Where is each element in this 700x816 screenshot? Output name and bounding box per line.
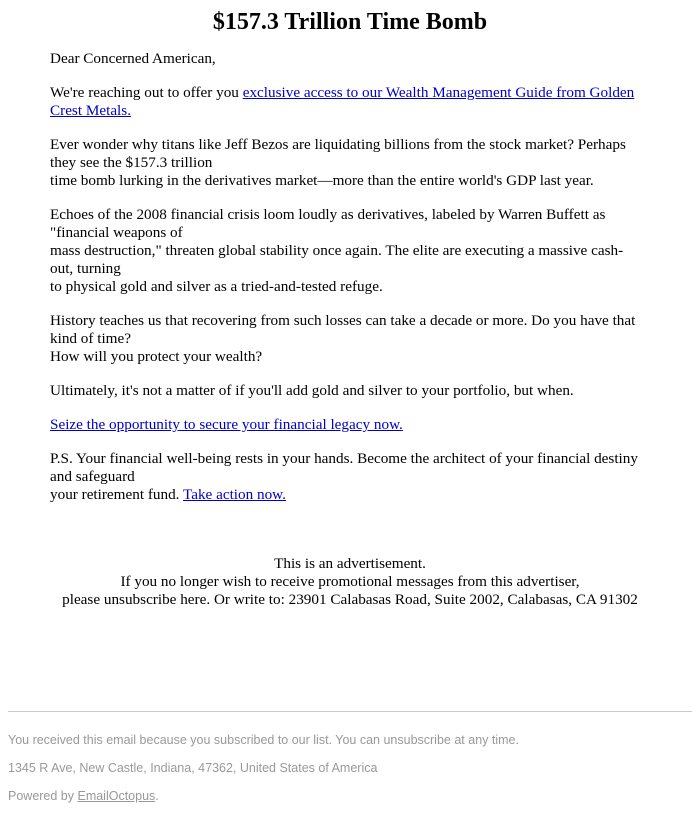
bezos-paragraph [50,136,640,190]
bezos-line-2: time bomb lurking in the derivatives market—more than the entire world's GDP last year. [50,172,594,189]
cta-paragraph [50,416,640,434]
history-paragraph [50,312,640,366]
emailoctopus-link[interactable]: EmailOctopus [77,789,156,803]
ps-paragraph [50,450,640,504]
history-line-1: History teaches us that recovering from such losses can take a decade or more. Do you have that kind of time? [50,312,636,347]
advertisement-footer [50,555,650,609]
ps-line-1: P.S. Your financial well-being rests in your hands. Become the architect of your financial destiny and safeguard [50,450,638,485]
greeting: Dear Concerned American, [50,50,216,67]
wealth-guide-link[interactable]: exclusive access to our Wealth Management Guide from Golden Crest Metals. [50,84,635,119]
buffett-line-3: to physical gold and silver as a tried-and-tested refuge. [50,278,383,295]
sender-address: 1345 R Ave, New Castle, Indiana, 47362, United States of America [8,761,378,775]
powered-by-prefix: Powered by [8,789,78,803]
powered-by [8,788,159,804]
ultimately-paragraph: Ultimately, it's not a matter of if you'll add gold and silver to your portfolio, but when. [50,382,574,399]
take-action-link[interactable]: Take action now. [183,486,286,503]
intro-text: We're reaching out to offer you [50,84,243,101]
email-body [50,50,640,520]
intro-paragraph [50,84,640,120]
subscription-notice: You received this email because you subscribed to our list. You can unsubscribe at any time. [8,733,519,747]
buffett-line-2: mass destruction," threaten global stability once again. The elite are executing a massive cash-out, turning [50,242,624,277]
ad-unsubscribe-line: If you no longer wish to receive promotional messages from this advertiser, [120,573,580,590]
ad-address: please unsubscribe here. Or write to: 23901 Calabasas Road, Suite 2002, Calabasas, CA 91302 [62,591,638,608]
email-title: $157.3 Trillion Time Bomb [212,9,488,35]
buffett-line-1: Echoes of the 2008 financial crisis loom loudly as derivatives, labeled by Warren Buffett as "financial weapons of [50,206,606,241]
footer-divider [8,711,692,712]
ps-line-2: your retirement fund. [50,486,183,503]
ad-notice: This is an advertisement. [274,555,426,572]
history-line-2: How will you protect your wealth? [50,348,263,365]
buffett-paragraph [50,206,640,296]
seize-opportunity-link[interactable]: Seize the opportunity to secure your financial legacy now. [50,416,403,433]
powered-by-suffix: . [155,789,159,803]
bezos-line-1: Ever wonder why titans like Jeff Bezos are liquidating billions from the stock market? Perhaps they see the $157.3 trillion [50,136,626,171]
